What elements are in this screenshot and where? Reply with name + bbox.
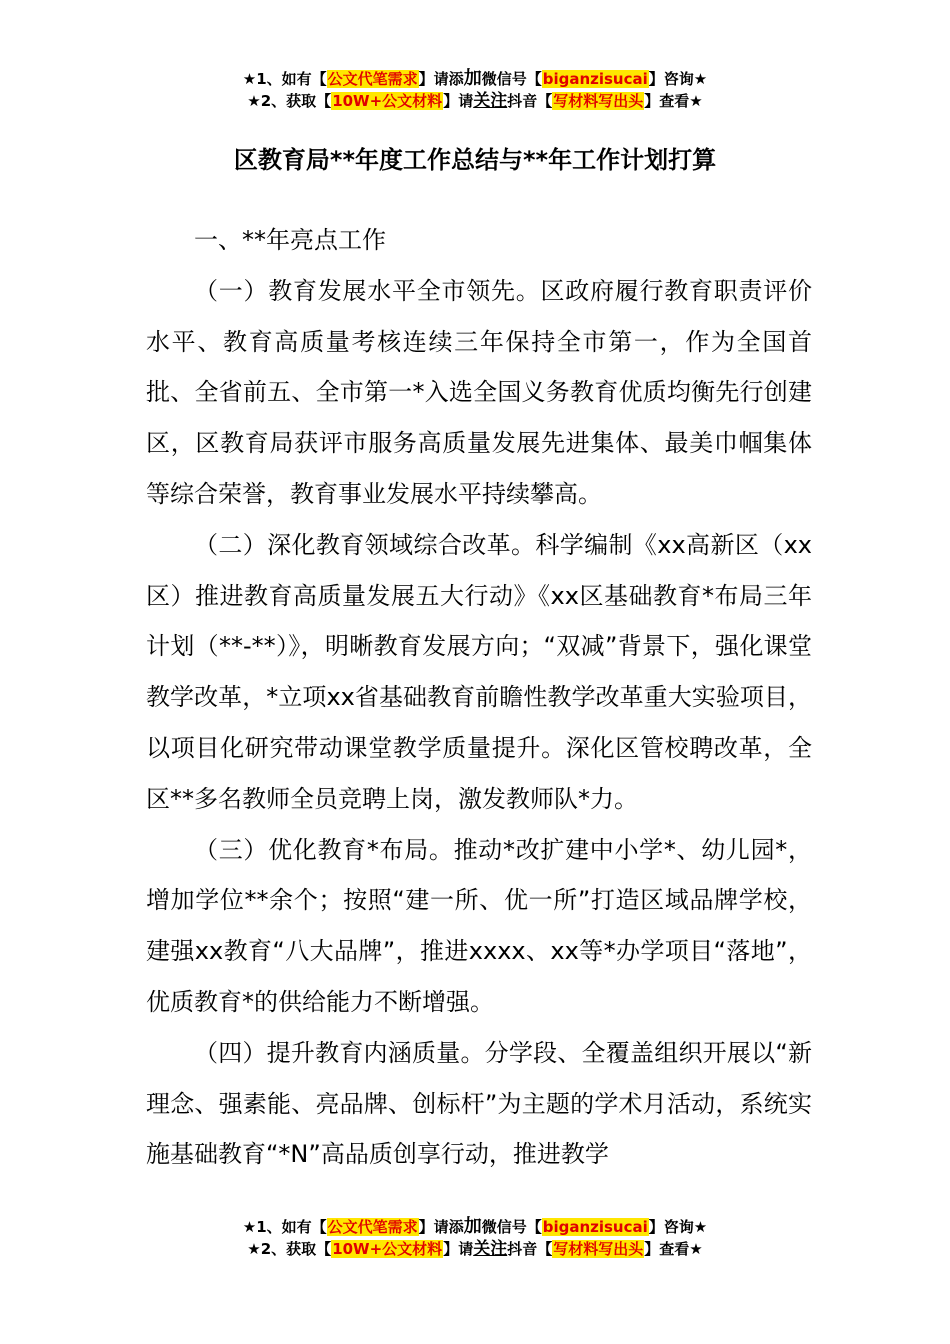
promo-emphasis: 关注	[473, 1239, 508, 1259]
promo-highlight: 公文代笔需求	[327, 70, 418, 88]
promo-highlight: 公文代笔需求	[327, 1218, 418, 1236]
promo-wechat-id: biganzisucai	[542, 1218, 648, 1236]
promo-highlight: 10W+公文材料	[332, 1240, 443, 1258]
footer-promo-banner	[0, 1216, 950, 1260]
promo-text: 】查看★	[644, 92, 703, 110]
body-paragraph: （三）优化教育*布局。推动*改扩建中小学*、幼儿园*，增加学位**余个；按照“建一所、优一所”打造区域品牌学校，建强xx教育“八大品牌”，推进xxxx、xx等*办学项目“落地”，优质教育*的供给能力不断增强。	[146, 835, 812, 1016]
promo-text: 抖音【	[507, 1240, 553, 1258]
promo-text: 】咨询★	[648, 70, 708, 88]
promo-douyin-id: 写材料写出头	[553, 1240, 644, 1258]
body-paragraph: （四）提升教育内涵质量。分学段、全覆盖组织开展以“新理念、强素能、亮品牌、创标杆”为主题的学术月活动，系统实施基础教育“*N”高品质创享行动，推进教学	[146, 1038, 812, 1169]
promo-text: 】请	[443, 1240, 474, 1258]
promo-text: 微信号【	[481, 70, 542, 88]
promo-line-2	[0, 90, 950, 112]
promo-text: 】请添	[418, 1218, 464, 1236]
promo-line-1	[0, 68, 950, 90]
promo-douyin-id: 写材料写出头	[553, 92, 644, 110]
promo-highlight: 10W+公文材料	[332, 92, 443, 110]
document-title: 区教育局**年度工作总结与**年工作计划打算	[233, 146, 717, 174]
document-body	[146, 215, 812, 1180]
body-paragraph: （二）深化教育领域综合改革。科学编制《xx高新区（xx区）推进教育高质量发展五大行动》《xx区基础教育*布局三年计划（**-**）》，明晰教育发展方向；“双减”背景下，强化课堂教学改革，*立项xx省基础教育前瞻性教学改革重大实验项目，以项目化研究带动课堂教学质量提升。深化区管校聘改革，全区**多名教师全员竞聘上岗，激发教师队*力。	[146, 530, 812, 813]
promo-text: 微信号【	[481, 1218, 542, 1236]
promo-wechat-id: biganzisucai	[542, 70, 648, 88]
promo-emphasis: 加	[463, 68, 482, 89]
promo-emphasis: 关注	[473, 91, 508, 111]
promo-line-2	[0, 1238, 950, 1260]
body-paragraph: （一）教育发展水平全市领先。区政府履行教育职责评价水平、教育高质量考核连续三年保持全市第一，作为全国首批、全省前五、全市第一*入选全国义务教育优质均衡先行创建区，区教育局获评市服务高质量发展先进集体、最美巾帼集体等综合荣誉，教育事业发展水平持续攀高。	[146, 276, 812, 508]
promo-text: ★1、如有【	[242, 70, 327, 88]
promo-text: ★2、获取【	[247, 1240, 332, 1258]
promo-text: 】请	[443, 92, 474, 110]
promo-text: 抖音【	[507, 92, 553, 110]
header-promo-banner	[0, 68, 950, 112]
promo-text: ★1、如有【	[242, 1218, 327, 1236]
section-heading: 一、**年亮点工作	[194, 226, 386, 254]
promo-text: 】请添	[418, 70, 464, 88]
promo-text: ★2、获取【	[247, 92, 332, 110]
promo-emphasis: 加	[463, 1216, 482, 1237]
promo-line-1	[0, 1216, 950, 1238]
promo-text: 】查看★	[644, 1240, 703, 1258]
promo-text: 】咨询★	[648, 1218, 708, 1236]
